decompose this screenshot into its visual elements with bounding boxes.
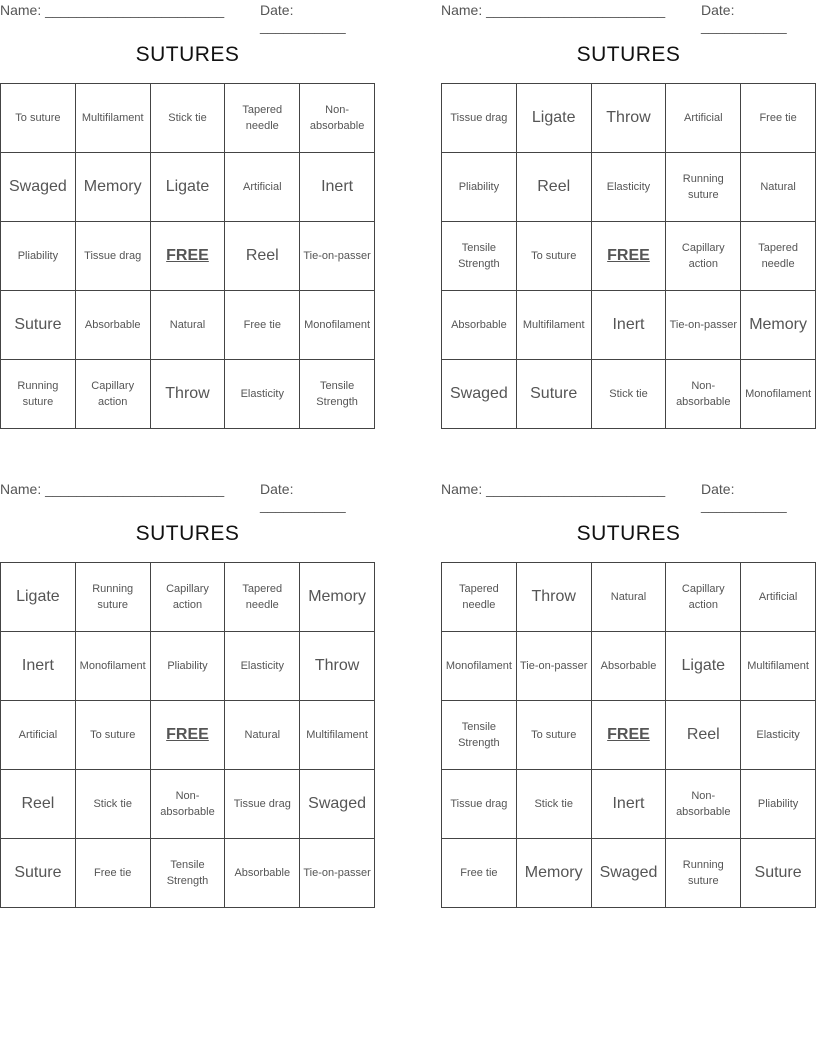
bingo-cell: Elasticity xyxy=(225,360,300,429)
bingo-cell: Ligate xyxy=(666,632,741,701)
bingo-cell: Memory xyxy=(75,153,150,222)
bingo-cell: Throw xyxy=(516,563,591,632)
bingo-cell: Tapered needle xyxy=(442,563,517,632)
name-field: Name: _______________________ xyxy=(0,481,225,497)
bingo-cell: Suture xyxy=(1,839,76,908)
bingo-cell: Artificial xyxy=(225,153,300,222)
grid-row xyxy=(1,563,375,632)
bingo-grid xyxy=(0,562,375,908)
grid-row xyxy=(442,360,816,429)
bingo-cell: Swaged xyxy=(300,770,375,839)
card-title: SUTURES xyxy=(135,43,240,66)
bingo-cell: Tapered needle xyxy=(225,563,300,632)
bingo-cell: Free tie xyxy=(442,839,517,908)
name-field: Name: _______________________ xyxy=(441,481,666,497)
bingo-cell: Free tie xyxy=(225,291,300,360)
bingo-cell: Pliability xyxy=(150,632,225,701)
bingo-cell: Stick tie xyxy=(516,770,591,839)
bingo-cell: Memory xyxy=(741,291,816,360)
bingo-cell: Reel xyxy=(516,153,591,222)
bingo-cell: Elasticity xyxy=(225,632,300,701)
free-space: FREE xyxy=(150,701,225,770)
bingo-cell: Pliability xyxy=(1,222,76,291)
name-field: Name: _______________________ xyxy=(0,2,225,18)
bingo-cell: Monofilament xyxy=(442,632,517,701)
bingo-cell: Non-absorbable xyxy=(300,84,375,153)
bingo-cell: Tensile Strength xyxy=(150,839,225,908)
bingo-cell: Reel xyxy=(225,222,300,291)
name-field: Name: _______________________ xyxy=(441,2,666,18)
bingo-cell: Ligate xyxy=(516,84,591,153)
date-field: Date: ___________ xyxy=(701,2,787,34)
card-title: SUTURES xyxy=(576,522,681,545)
bingo-card-2 xyxy=(441,0,816,408)
grid-row xyxy=(442,222,816,291)
bingo-card-3 xyxy=(0,479,375,887)
bingo-cell: Running suture xyxy=(1,360,76,429)
bingo-cell: Memory xyxy=(300,563,375,632)
card-header xyxy=(441,479,816,513)
bingo-cell: To suture xyxy=(1,84,76,153)
card-header xyxy=(0,0,375,34)
grid-row xyxy=(1,770,375,839)
bingo-cell: To suture xyxy=(516,222,591,291)
grid-row xyxy=(442,153,816,222)
bingo-cell: Elasticity xyxy=(591,153,666,222)
card-title: SUTURES xyxy=(576,43,681,66)
bingo-cell: Reel xyxy=(666,701,741,770)
bingo-cell: Tie-on-passer xyxy=(666,291,741,360)
bingo-grid xyxy=(441,562,816,908)
bingo-cell: Inert xyxy=(591,291,666,360)
free-space: FREE xyxy=(591,701,666,770)
bingo-cell: Tissue drag xyxy=(75,222,150,291)
grid-row xyxy=(442,701,816,770)
bingo-cell: Multifilament xyxy=(300,701,375,770)
bingo-cell: Swaged xyxy=(442,360,517,429)
bingo-cell: Free tie xyxy=(741,84,816,153)
bingo-cell: Natural xyxy=(150,291,225,360)
bingo-cell: Running suture xyxy=(75,563,150,632)
card-header xyxy=(0,479,375,513)
bingo-card-1 xyxy=(0,0,375,408)
bingo-cell: Inert xyxy=(300,153,375,222)
bingo-grid xyxy=(441,83,816,429)
bingo-cell: Free tie xyxy=(75,839,150,908)
bingo-cell: Pliability xyxy=(741,770,816,839)
grid-row xyxy=(1,360,375,429)
grid-row xyxy=(442,291,816,360)
bingo-cell: To suture xyxy=(516,701,591,770)
bingo-cell: Monofilament xyxy=(300,291,375,360)
bingo-cell: Tie-on-passer xyxy=(300,839,375,908)
grid-row xyxy=(1,153,375,222)
bingo-cell: Throw xyxy=(150,360,225,429)
bingo-cell: Artificial xyxy=(741,563,816,632)
bingo-cell: Tissue drag xyxy=(442,84,517,153)
bingo-cell: Pliability xyxy=(442,153,517,222)
bingo-cell: Tie-on-passer xyxy=(300,222,375,291)
grid-row xyxy=(442,770,816,839)
bingo-cell: Tapered needle xyxy=(741,222,816,291)
bingo-cell: Artificial xyxy=(666,84,741,153)
bingo-cell: Throw xyxy=(591,84,666,153)
bingo-cell: Multifilament xyxy=(516,291,591,360)
bingo-cell: Running suture xyxy=(666,839,741,908)
bingo-cell: Natural xyxy=(741,153,816,222)
grid-row xyxy=(1,84,375,153)
bingo-cell: Capillary action xyxy=(666,563,741,632)
bingo-cell: Multifilament xyxy=(75,84,150,153)
free-space: FREE xyxy=(150,222,225,291)
date-field: Date: ___________ xyxy=(260,2,346,34)
bingo-cell: Suture xyxy=(1,291,76,360)
bingo-card-4 xyxy=(441,479,816,887)
grid-row xyxy=(442,839,816,908)
bingo-cell: Tissue drag xyxy=(442,770,517,839)
bingo-cell: Stick tie xyxy=(75,770,150,839)
bingo-cell: Non-absorbable xyxy=(666,360,741,429)
bingo-cell: Absorbable xyxy=(225,839,300,908)
bingo-cell: Natural xyxy=(225,701,300,770)
bingo-cell: Non-absorbable xyxy=(666,770,741,839)
bingo-cell: Absorbable xyxy=(75,291,150,360)
bingo-cell: Swaged xyxy=(1,153,76,222)
bingo-cell: Suture xyxy=(516,360,591,429)
bingo-cell: Stick tie xyxy=(150,84,225,153)
bingo-cell: Monofilament xyxy=(75,632,150,701)
bingo-cell: Tissue drag xyxy=(225,770,300,839)
bingo-cell: Inert xyxy=(591,770,666,839)
bingo-cell: Tensile Strength xyxy=(300,360,375,429)
bingo-cell: Stick tie xyxy=(591,360,666,429)
bingo-cell: Absorbable xyxy=(591,632,666,701)
bingo-cell: Capillary action xyxy=(75,360,150,429)
bingo-cell: Artificial xyxy=(1,701,76,770)
grid-row xyxy=(1,291,375,360)
bingo-cell: Natural xyxy=(591,563,666,632)
grid-row xyxy=(1,701,375,770)
bingo-cell: Swaged xyxy=(591,839,666,908)
bingo-grid xyxy=(0,83,375,429)
grid-row xyxy=(1,839,375,908)
grid-row xyxy=(1,222,375,291)
bingo-cell: Tensile Strength xyxy=(442,701,517,770)
bingo-cell: Throw xyxy=(300,632,375,701)
bingo-cell: Reel xyxy=(1,770,76,839)
bingo-cell: To suture xyxy=(75,701,150,770)
bingo-cell: Tie-on-passer xyxy=(516,632,591,701)
bingo-cell: Monofilament xyxy=(741,360,816,429)
grid-row xyxy=(442,563,816,632)
card-title: SUTURES xyxy=(135,522,240,545)
grid-row xyxy=(1,632,375,701)
bingo-cell: Memory xyxy=(516,839,591,908)
bingo-cell: Suture xyxy=(741,839,816,908)
date-field: Date: ___________ xyxy=(260,481,346,513)
date-field: Date: ___________ xyxy=(701,481,787,513)
bingo-cell: Capillary action xyxy=(150,563,225,632)
bingo-cell: Ligate xyxy=(150,153,225,222)
bingo-cell: Capillary action xyxy=(666,222,741,291)
bingo-cell: Ligate xyxy=(1,563,76,632)
bingo-cell: Non-absorbable xyxy=(150,770,225,839)
bingo-cell: Tensile Strength xyxy=(442,222,517,291)
bingo-cell: Inert xyxy=(1,632,76,701)
bingo-cell: Multifilament xyxy=(741,632,816,701)
bingo-cell: Running suture xyxy=(666,153,741,222)
grid-row xyxy=(442,632,816,701)
card-header xyxy=(441,0,816,34)
bingo-cell: Absorbable xyxy=(442,291,517,360)
bingo-cell: Elasticity xyxy=(741,701,816,770)
bingo-cell: Tapered needle xyxy=(225,84,300,153)
free-space: FREE xyxy=(591,222,666,291)
grid-row xyxy=(442,84,816,153)
